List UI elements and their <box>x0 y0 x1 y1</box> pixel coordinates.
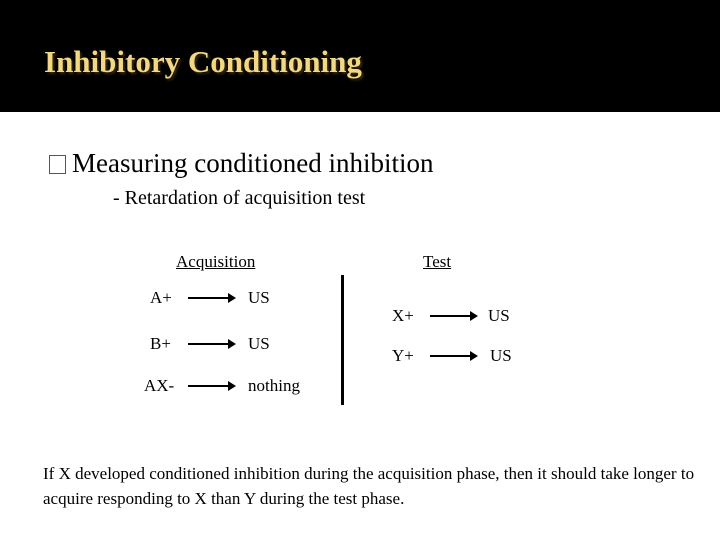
acq-stimulus-a: A+ <box>150 288 172 307</box>
main-bullet <box>49 148 433 179</box>
arrow-right-icon <box>188 385 234 387</box>
column-divider <box>341 275 344 405</box>
test-outcome-x: US <box>488 306 510 325</box>
arrow-right-icon <box>188 343 234 345</box>
main-bullet-text: Measuring conditioned inhibition <box>72 148 434 178</box>
acq-outcome-ax: nothing <box>248 376 300 395</box>
square-bullet-icon <box>49 155 66 174</box>
arrow-right-icon <box>430 315 476 317</box>
test-heading: Test <box>423 252 452 271</box>
acq-stimulus-b: B+ <box>150 334 171 353</box>
test-outcome-y: US <box>490 346 512 365</box>
acquisition-heading: Acquisition <box>176 252 256 271</box>
test-stimulus-x: X+ <box>392 306 414 325</box>
arrow-right-icon <box>188 297 234 299</box>
arrow-right-icon <box>430 355 476 357</box>
conclusion-text: If X developed conditioned inhibition during the acquisition phase, then it should take longer to acquire responding to X than Y during the test phase. <box>43 464 695 508</box>
acq-stimulus-ax: AX- <box>144 376 175 395</box>
acq-outcome-b: US <box>248 334 270 353</box>
acq-outcome-a: US <box>248 288 270 307</box>
test-stimulus-y: Y+ <box>392 346 414 365</box>
slide-title: Inhibitory Conditioning <box>44 44 362 79</box>
sub-bullet-text: - Retardation of acquisition test <box>113 187 366 209</box>
title-bar <box>0 0 720 112</box>
